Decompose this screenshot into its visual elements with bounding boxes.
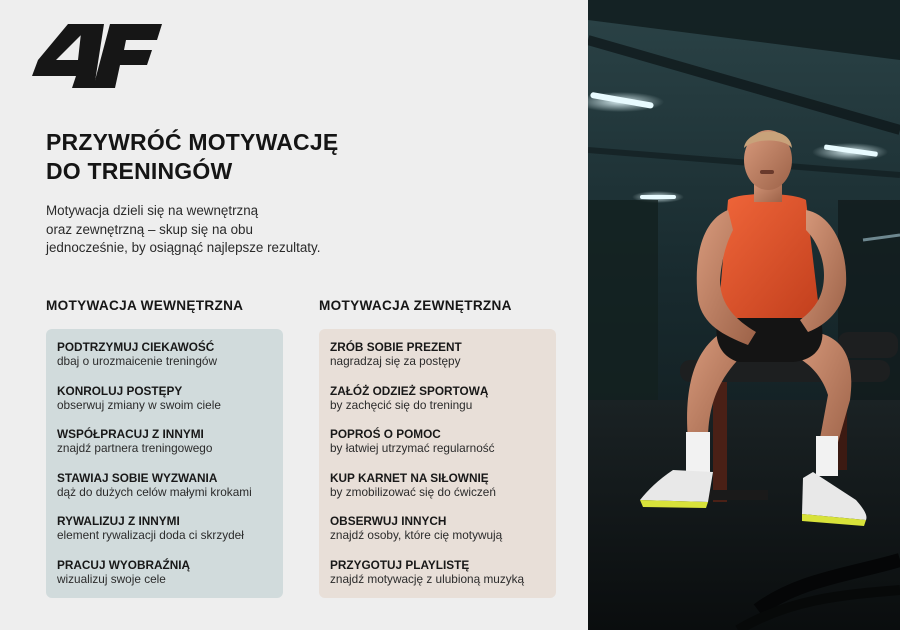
item-title: WSPÓŁPRACUJ Z INNYMI <box>57 427 204 442</box>
item-title: KUP KARNET NA SIŁOWNIĘ <box>330 470 489 485</box>
list-item <box>330 558 556 602</box>
item-description: znajdź partnera treningowego <box>57 441 213 456</box>
item-title: RYWALIZUJ Z INNYMI <box>57 514 180 529</box>
internal-motivation-card <box>46 329 283 598</box>
intro-line: jednocześnie, by osiągnąć najlepsze rezultaty. <box>46 240 321 255</box>
internal-motivation-title: MOTYWACJA WEWNĘTRZNA <box>46 298 244 313</box>
item-title: POPROŚ O POMOC <box>330 427 441 442</box>
item-description: element rywalizacji doda ci skrzydeł <box>57 528 244 543</box>
item-description: znajdź motywację z ulubioną muzyką <box>330 571 525 586</box>
external-motivation-card <box>319 329 556 598</box>
item-description: znajdź osoby, które cię motywują <box>330 528 503 543</box>
item-title: OBSERWUJ INNYCH <box>330 514 447 529</box>
list-item <box>57 558 283 602</box>
brand-logo <box>30 22 162 90</box>
list-item <box>57 427 283 471</box>
list-item <box>57 340 283 384</box>
intro-line: Motywacja dzieli się na wewnętrzną <box>46 203 259 218</box>
item-description: by łatwiej utrzymać regularność <box>330 441 495 456</box>
list-item <box>330 384 556 428</box>
item-description: by zachęcić się do treningu <box>330 397 473 412</box>
item-title: KONROLUJ POSTĘPY <box>57 383 183 398</box>
item-description: obserwuj zmiany w swoim ciele <box>57 397 221 412</box>
list-item <box>57 384 283 428</box>
headline-line: DO TRENINGÓW <box>46 158 233 184</box>
list-item <box>330 340 556 384</box>
item-description: wizualizuj swoje cele <box>57 571 166 586</box>
list-item <box>330 471 556 515</box>
item-title: PODTRZYMUJ CIEKAWOŚĆ <box>57 340 215 354</box>
item-title: STAWIAJ SOBIE WYZWANIA <box>57 470 218 485</box>
item-description: dąż do dużych celów małymi krokami <box>57 484 252 499</box>
item-title: PRZYGOTUJ PLAYLISTĘ <box>330 557 470 572</box>
athlete-illustration <box>588 0 900 630</box>
item-title: ZRÓB SOBIE PREZENT <box>330 340 462 354</box>
list-item <box>57 514 283 558</box>
list-item <box>330 514 556 558</box>
item-description: nagradzaj się za postępy <box>330 354 461 368</box>
external-motivation-title: MOTYWACJA ZEWNĘTRZNA <box>319 298 512 313</box>
intro-text <box>46 202 376 258</box>
intro-line: oraz zewnętrzną – skup się na obu <box>46 221 253 237</box>
headline <box>46 128 466 186</box>
headline-line: PRZYWRÓĆ MOTYWACJĘ <box>46 129 339 155</box>
athlete-photo <box>588 0 900 630</box>
item-description: by zmobilizować się do ćwiczeń <box>330 484 496 499</box>
item-title: PRACUJ WYOBRAŹNIĄ <box>57 557 191 572</box>
item-title: ZAŁÓŻ ODZIEŻ SPORTOWĄ <box>330 383 489 398</box>
list-item <box>57 471 283 515</box>
item-description: dbaj o urozmaicenie treningów <box>57 354 218 368</box>
list-item <box>330 427 556 471</box>
